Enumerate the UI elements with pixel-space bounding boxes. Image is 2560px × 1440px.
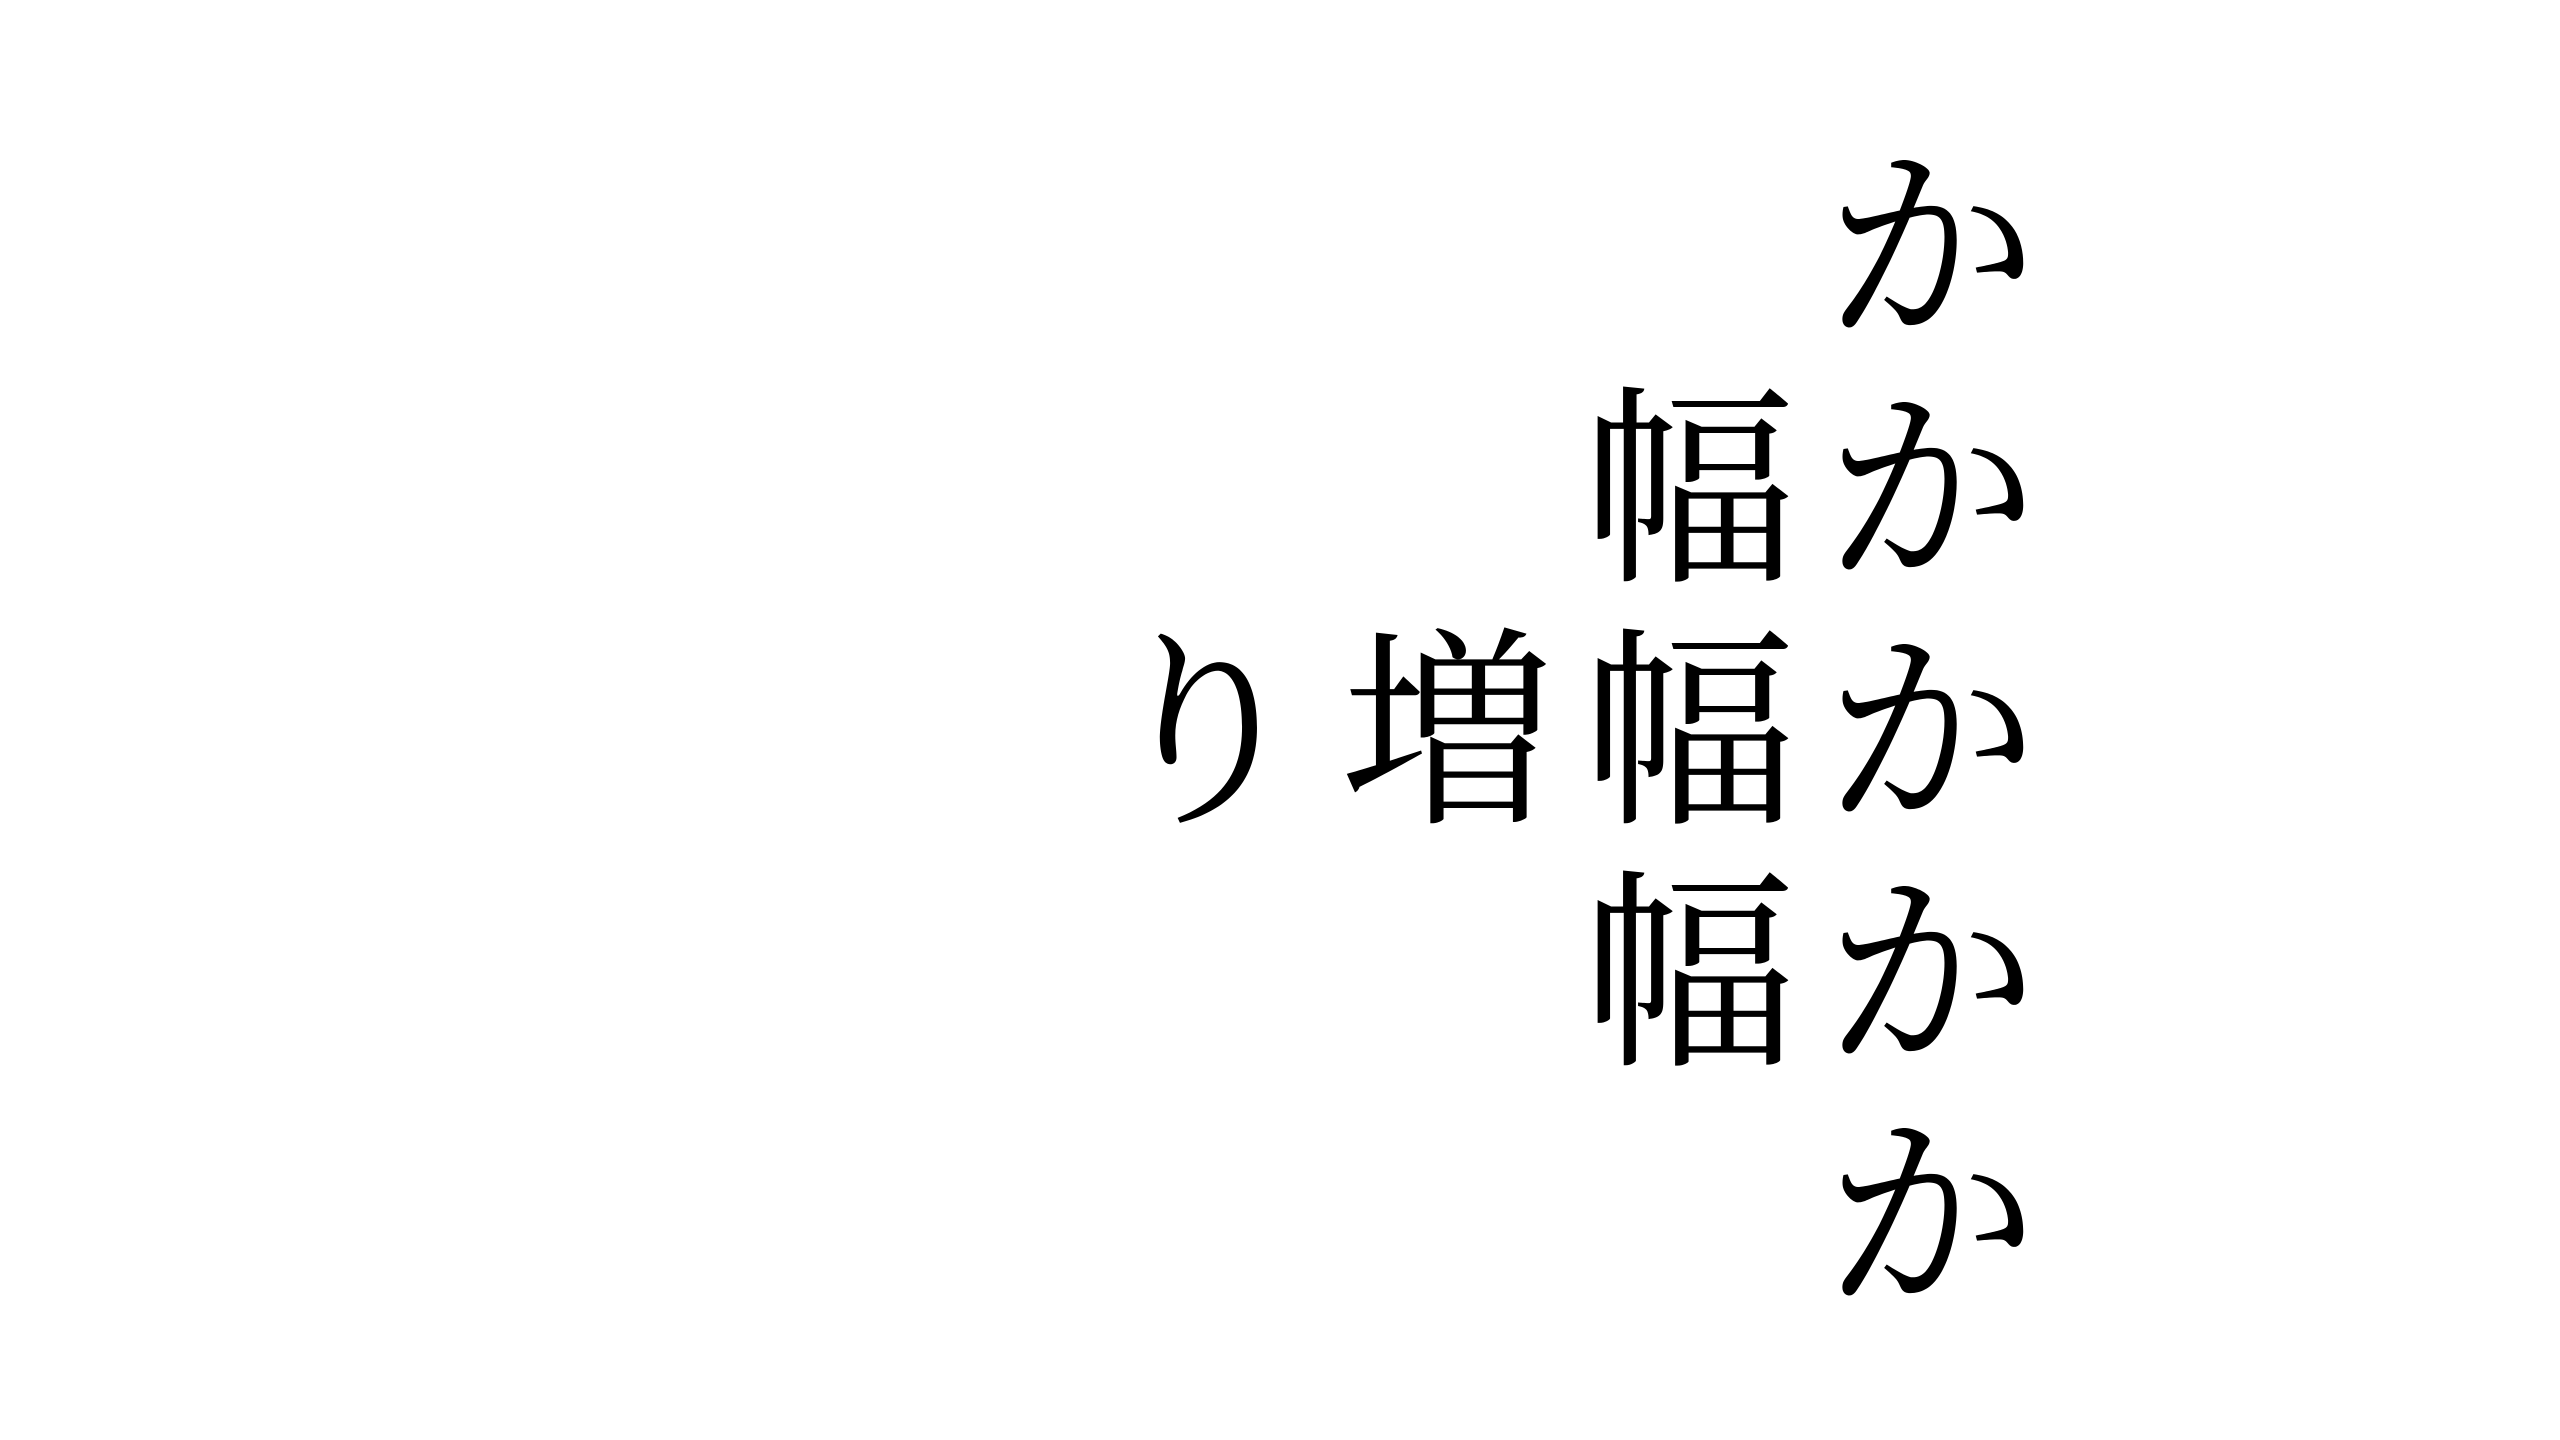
text-line-4 bbox=[1568, 851, 2052, 1100]
text-line-3 bbox=[1084, 609, 2052, 858]
glyph: 幅 bbox=[1582, 851, 1796, 1100]
glyph: か bbox=[1824, 367, 2038, 616]
glyph: か bbox=[1824, 1093, 2038, 1342]
glyph: 増 bbox=[1340, 609, 1554, 858]
glyph: り bbox=[1098, 609, 1312, 858]
glyph: か bbox=[1824, 609, 2038, 858]
text-line-5 bbox=[1810, 1093, 2052, 1342]
text-line-1 bbox=[1810, 125, 2052, 374]
glyph: か bbox=[1824, 125, 2038, 374]
glyph: か bbox=[1824, 851, 2038, 1100]
glyph: 幅 bbox=[1582, 367, 1796, 616]
glyph: 幅 bbox=[1582, 609, 1796, 858]
text-line-2 bbox=[1568, 367, 2052, 616]
